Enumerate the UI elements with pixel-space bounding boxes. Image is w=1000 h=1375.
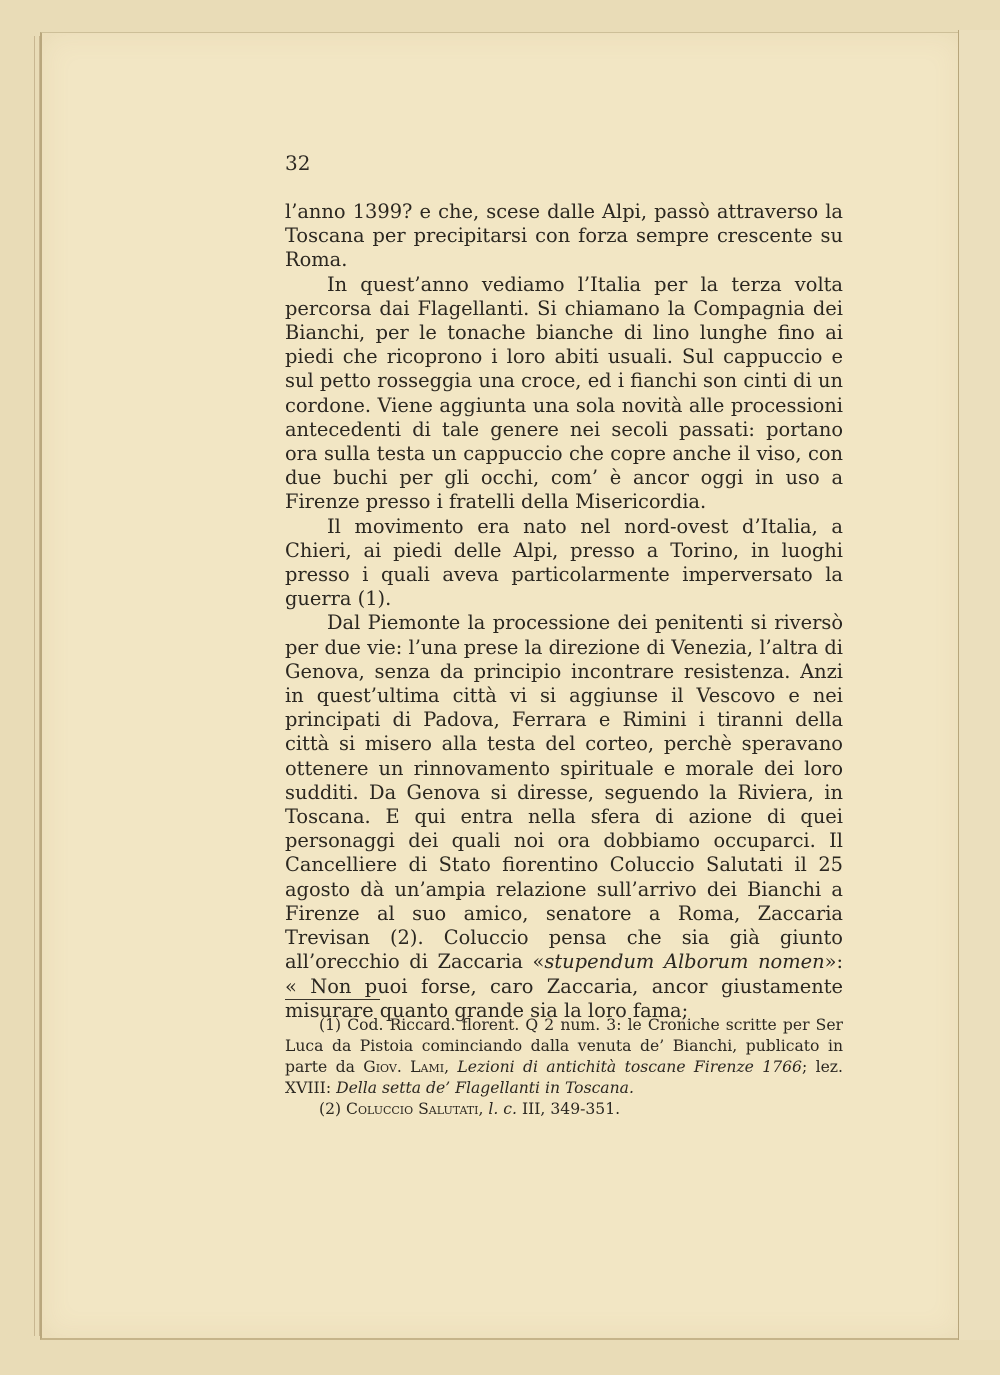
footnote-2	[285, 1099, 843, 1120]
footnote-2-pages: III, 349-351.	[517, 1100, 621, 1118]
paragraph-2: In quest’anno vediamo l’Italia per la terza volta percorsa dai Flagellanti. Si chiamano la Compagnia dei Bianchi, per le tonache bianche di lino lunghe fino ai piedi che ricoprono i loro abiti usuali. Sul cappuccio e sul petto rosseggia una croce, ed i fianchi son cinti di un cordone. Viene aggiunta una sola novità alle processioni antecedenti di tale genere nei secoli passati: portano ora sulla testa un cappuccio che copre anche il viso, con due buchi per gli occhi, com’ è ancor oggi in uso a Firenze presso i fratelli della Misericordia.	[285, 272, 843, 514]
footnote-2-number: (2)	[319, 1100, 347, 1118]
paragraph-4-part-a: Dal Piemonte la processione dei penitenti si riversò per due vie: l’una prese la direzione di Venezia, l’altra di Genova, senza da principio incontrare resistenza. Anzi in quest’ultima città vi si aggiunse il Vescovo e nei principati di Padova, Ferrara e Rimini i tiranni della città si misero alla testa del corteo, perchè speravano ottenere un rinnovamento spirituale e morale dei loro sudditi. Da Genova si diresse, seguendo la Riviera, in Toscana. E qui entra nella sfera di azione di quei personaggi dei quali noi ora dobbiamo occuparci. Il Cancelliere di Stato fiorentino Coluccio Salutati il 25 agosto dà un’ampia relazione sull’arrivo dei Bianchi a Firenze al suo amico, senatore a Roma, Zaccaria Trevisan (2). Coluccio pensa che sia già giunto all’orecchio di Zaccaria «	[285, 611, 843, 974]
footnotes	[285, 1015, 843, 1120]
facing-page-edge	[958, 30, 1000, 1340]
footnote-1-title-2: Della setta de’ Flagellanti in Toscana.	[336, 1079, 634, 1097]
footnote-2-author: Coluccio Salutati	[346, 1100, 479, 1118]
footnote-1	[285, 1015, 843, 1099]
footnote-rule	[285, 999, 380, 1000]
footnote-2-loc-cit: l. c.	[488, 1100, 517, 1118]
footnote-2-separator: ,	[478, 1100, 489, 1118]
footnote-1-text: (1) Cod. Riccard. florent. Q 2 num. 3: le Croniche scritte per Ser Luca da Pistoia cominciando dalla venuta de’ Bianchi, publicato in parte da	[285, 1016, 843, 1076]
footnote-1-lecture: ; lez. XVIII:	[285, 1058, 843, 1097]
paragraph-3: Il movimento era nato nel nord-ovest d’Italia, a Chieri, ai piedi delle Alpi, presso a Torino, in luoghi presso i quali aveva particolarmente imperversato la guerra (1).	[285, 514, 843, 611]
footnote-1-author: Giov. Lami	[363, 1058, 445, 1076]
paragraph-4-italic-quote: stupendum Alborum nomen	[544, 950, 825, 974]
paragraph-1: l’anno 1399? e che, scese dalle Alpi, passò attraverso la Toscana per precipitarsi con forza sempre crescente su Roma.	[285, 200, 843, 272]
page-number: 32	[285, 151, 311, 175]
footnote-1-separator: ,	[444, 1058, 458, 1076]
paragraph-4-part-b: »: « Non puoi forse, caro Zaccaria, ancor giustamente misurare quanto grande sia la loro fama;	[285, 950, 843, 1022]
footnote-1-title: Lezioni di antichità toscane Firenze 1766	[457, 1058, 802, 1076]
main-text	[285, 200, 843, 1023]
paragraph-4	[285, 611, 843, 1022]
